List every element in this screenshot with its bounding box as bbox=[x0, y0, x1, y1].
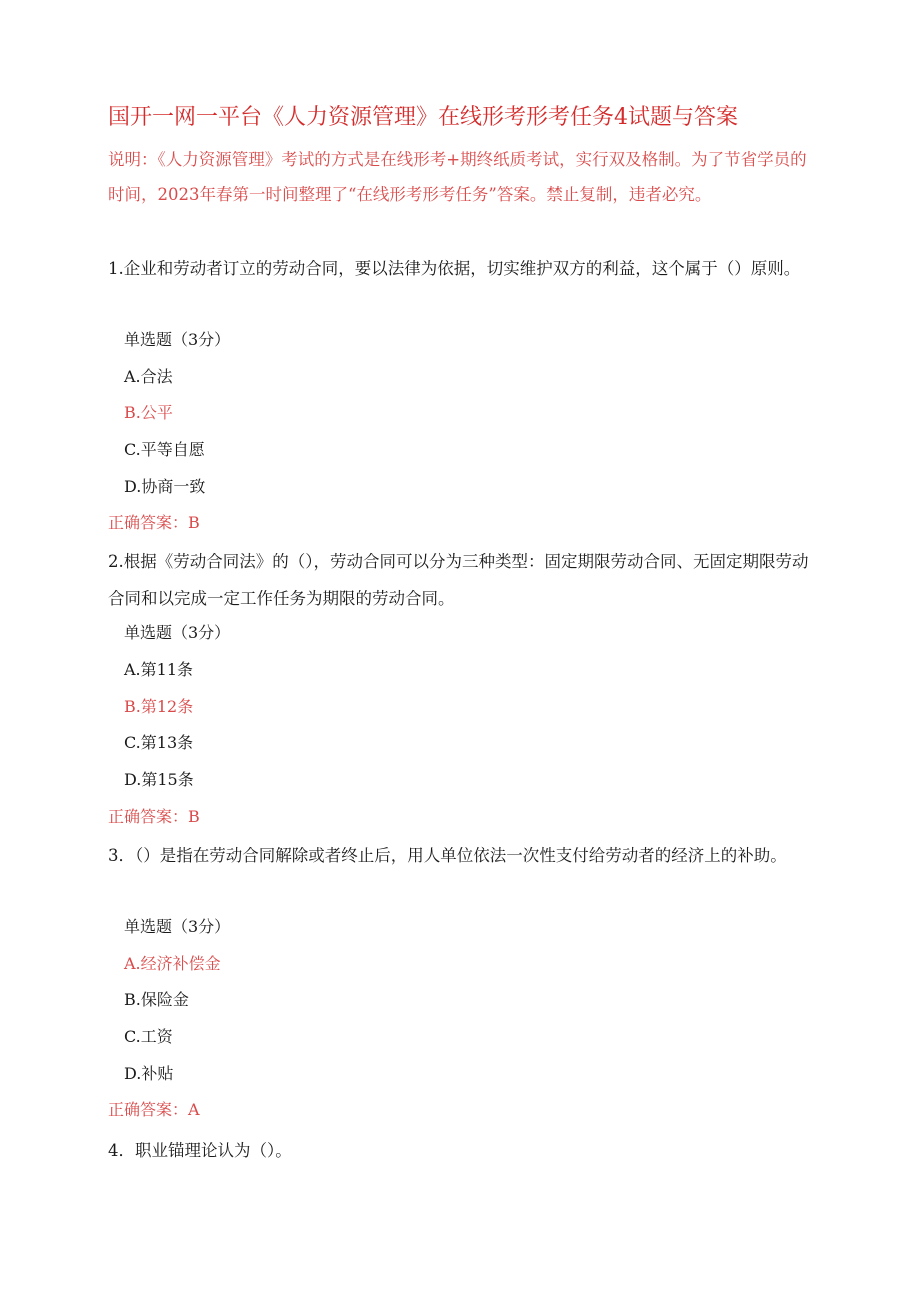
question-3-option-d: D.补贴 bbox=[124, 1064, 174, 1083]
question-1-text: 1.企业和劳动者订立的劳动合同，要以法律为依据，切实维护双方的利益，这个属于（）原则。 bbox=[108, 259, 801, 278]
document-title: 国开一网一平台《人力资源管理》在线形考形考任务4试题与答案 bbox=[108, 105, 738, 130]
question-2-option-c: C.第13条 bbox=[124, 733, 194, 752]
question-2-option-a: A.第11条 bbox=[124, 660, 194, 679]
question-3-option-b: B.保险金 bbox=[124, 990, 189, 1009]
question-1-type: 单选题（3分） bbox=[124, 330, 231, 349]
question-3-type: 单选题（3分） bbox=[124, 917, 231, 936]
question-2-option-b: B.第12条 bbox=[124, 697, 194, 716]
question-4-text: 4．职业锚理论认为（）。 bbox=[108, 1141, 292, 1160]
question-3-option-c: C.工资 bbox=[124, 1027, 173, 1046]
question-2-answer: 正确答案：B bbox=[108, 807, 200, 826]
question-2-type: 单选题（3分） bbox=[124, 623, 231, 642]
question-1-option-b: B.公平 bbox=[124, 403, 173, 422]
question-1-option-c: C.平等自愿 bbox=[124, 440, 205, 459]
question-1-answer: 正确答案：B bbox=[108, 513, 200, 532]
question-3-answer: 正确答案：A bbox=[108, 1100, 200, 1119]
question-2-option-d: D.第15条 bbox=[124, 770, 194, 789]
question-2-text: 2.根据《劳动合同法》的（），劳动合同可以分为三种类型：固定期限劳动合同、无固定期限劳动合同和以完成一定工作任务为期限的劳动合同。 bbox=[108, 552, 809, 608]
question-3-option-a: A.经济补偿金 bbox=[124, 954, 221, 973]
question-3-text: 3．（）是指在劳动合同解除或者终止后，用人单位依法一次性支付给劳动者的经济上的补助。 bbox=[108, 846, 787, 865]
question-1-option-a: A.合法 bbox=[124, 367, 173, 386]
question-1-option-d: D.协商一致 bbox=[124, 477, 206, 496]
document-note: 说明：《人力资源管理》考试的方式是在线形考+期终纸质考试，实行双及格制。为了节省学员的时间，2023年春第一时间整理了“在线形考形考任务”答案。禁止复制，违者必究。 bbox=[108, 150, 807, 204]
